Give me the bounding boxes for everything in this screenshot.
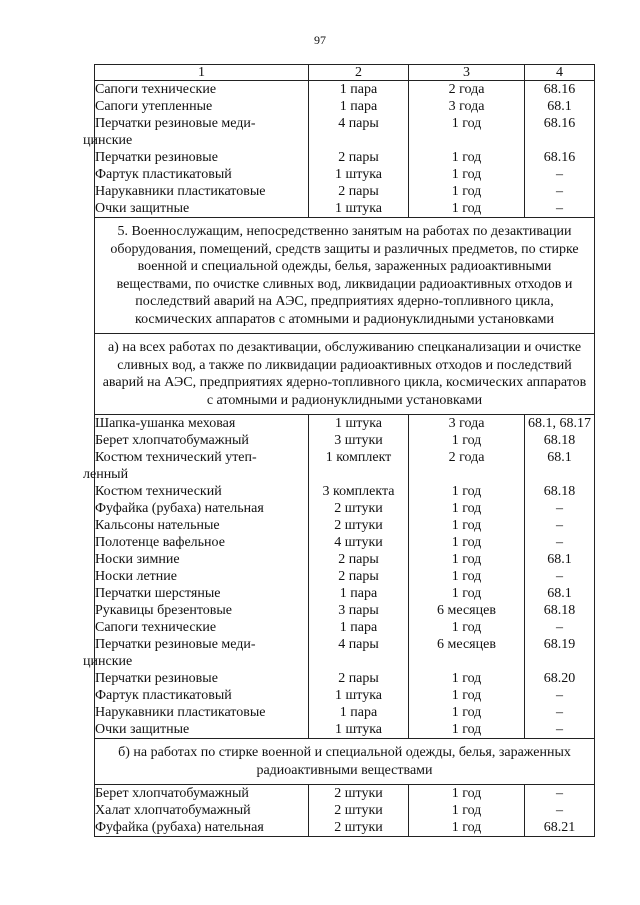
item-quantity: 2 штуки — [309, 819, 409, 837]
item-name: Перчатки резиновые меди- — [95, 116, 256, 131]
item-name-cell — [95, 585, 309, 602]
item-name: Носки зимние — [95, 552, 180, 567]
item-name: Перчатки шерстяные — [95, 586, 221, 601]
item-name-cell — [95, 98, 309, 115]
item-quantity: 2 пары — [309, 149, 409, 166]
item-name-cell — [83, 636, 309, 670]
table-row — [95, 602, 595, 619]
item-quantity: 2 пары — [309, 568, 409, 585]
page-number: 97 — [314, 33, 326, 47]
item-reference: 68.16 — [525, 115, 595, 149]
item-reference: – — [525, 568, 595, 585]
item-name-cell — [95, 517, 309, 534]
item-quantity: 3 пары — [309, 602, 409, 619]
item-quantity: 4 штуки — [309, 534, 409, 551]
item-reference: 68.18 — [525, 602, 595, 619]
item-name: Шапка-ушанка меховая — [95, 416, 236, 431]
item-name-cell — [95, 704, 309, 721]
item-name-cell — [95, 619, 309, 636]
table-row — [95, 721, 595, 739]
item-term: 1 год — [409, 785, 525, 803]
item-name: Очки защитные — [95, 201, 190, 216]
item-term: 3 года — [409, 415, 525, 433]
item-name-cell — [95, 819, 309, 837]
item-reference: – — [525, 166, 595, 183]
item-reference: – — [525, 785, 595, 803]
item-term: 6 месяцев — [409, 636, 525, 670]
item-name-cell — [95, 500, 309, 517]
item-reference: – — [525, 619, 595, 636]
item-quantity: 1 штука — [309, 166, 409, 183]
table-row — [95, 704, 595, 721]
item-name-cell — [95, 149, 309, 166]
item-name-continuation: цинские — [83, 133, 133, 148]
table-row — [95, 166, 595, 183]
item-name: Полотенце вафельное — [95, 535, 225, 550]
item-reference: 68.18 — [525, 432, 595, 449]
table-row — [95, 415, 595, 433]
item-reference: 68.1 — [525, 98, 595, 115]
item-name: Сапоги технические — [95, 620, 217, 635]
item-name: Нарукавники пластикатовые — [95, 705, 266, 720]
item-name-cell — [83, 115, 309, 149]
item-reference: 68.16 — [525, 81, 595, 99]
table-row — [95, 98, 595, 115]
section-5-heading-row — [95, 218, 595, 334]
item-term: 2 года — [409, 81, 525, 99]
item-quantity: 4 пары — [309, 636, 409, 670]
item-name: Носки летние — [95, 569, 177, 584]
item-name-cell — [95, 568, 309, 585]
item-name: Сапоги технические — [95, 82, 217, 97]
item-reference: 68.1, 68.17 — [525, 415, 595, 433]
item-name: Перчатки резиновые — [95, 150, 218, 165]
item-name: Берет хлопчатобумажный — [95, 433, 249, 448]
item-name-cell — [95, 687, 309, 704]
table-row — [95, 183, 595, 200]
item-quantity: 2 штуки — [309, 500, 409, 517]
header-col-3: 3 — [409, 65, 525, 81]
item-term: 3 года — [409, 98, 525, 115]
item-name-cell — [95, 670, 309, 687]
header-col-1: 1 — [95, 65, 309, 81]
table-row — [95, 568, 595, 585]
item-quantity: 2 штуки — [309, 517, 409, 534]
item-reference: 68.18 — [525, 483, 595, 500]
item-term: 1 год — [409, 721, 525, 739]
table-row — [95, 802, 595, 819]
item-term: 1 год — [409, 483, 525, 500]
item-name-cell — [95, 432, 309, 449]
item-name-cell — [95, 802, 309, 819]
item-name-cell — [95, 183, 309, 200]
item-reference: 68.1 — [525, 449, 595, 483]
item-quantity: 1 штука — [309, 415, 409, 433]
item-quantity: 2 пары — [309, 551, 409, 568]
table-row — [95, 483, 595, 500]
table-body — [83, 65, 595, 837]
item-name-continuation: цинские — [83, 654, 133, 669]
item-reference: – — [525, 200, 595, 218]
item-reference: – — [525, 802, 595, 819]
item-reference: 68.1 — [525, 551, 595, 568]
table-row — [95, 517, 595, 534]
item-reference: – — [525, 687, 595, 704]
table-row — [95, 115, 595, 149]
item-name: Костюм технический — [95, 484, 222, 499]
item-name-cell — [95, 166, 309, 183]
item-name-cell — [95, 81, 309, 99]
item-name: Очки защитные — [95, 722, 190, 737]
table-row — [95, 585, 595, 602]
item-quantity: 2 штуки — [309, 785, 409, 803]
table-row — [95, 534, 595, 551]
item-term: 1 год — [409, 551, 525, 568]
item-term: 1 год — [409, 568, 525, 585]
table-row — [95, 687, 595, 704]
item-name: Фуфайка (рубаха) нательная — [95, 501, 264, 516]
table-row — [95, 636, 595, 670]
item-name: Фуфайка (рубаха) нательная — [95, 820, 264, 835]
table-row — [95, 81, 595, 99]
item-reference: 68.20 — [525, 670, 595, 687]
item-name-cell — [95, 200, 309, 218]
item-term: 1 год — [409, 183, 525, 200]
item-reference: 68.21 — [525, 819, 595, 837]
item-term: 1 год — [409, 432, 525, 449]
item-term: 1 год — [409, 200, 525, 218]
item-quantity: 1 штука — [309, 200, 409, 218]
item-term: 1 год — [409, 149, 525, 166]
item-quantity: 1 штука — [309, 687, 409, 704]
item-quantity: 1 пара — [309, 81, 409, 99]
item-reference: 68.16 — [525, 149, 595, 166]
subsection-a-heading: а) на всех работах по дезактивации, обслуживанию спецканализации и очистке сливных вод, а также по ликвидации радиоактивных отходов и последствий аварий на АЭС, предприятиях ядерно-топливного цикла, космических аппаратов с атомными и радионуклидными установками — [95, 334, 595, 415]
table-row — [95, 785, 595, 803]
item-term: 1 год — [409, 704, 525, 721]
item-quantity: 3 комплекта — [309, 483, 409, 500]
item-reference: – — [525, 704, 595, 721]
item-name-cell — [95, 483, 309, 500]
item-quantity: 2 пары — [309, 183, 409, 200]
item-term: 1 год — [409, 115, 525, 149]
item-term: 1 год — [409, 500, 525, 517]
item-quantity: 2 пары — [309, 670, 409, 687]
item-name: Сапоги утепленные — [95, 99, 213, 114]
section-5-heading: 5. Военнослужащим, непосредственно занятым на работах по дезактивации оборудования, помещений, средств защиты и различных предметов, по стирке военной и специальной одежды, белья, зараженных радиоактивными веществами, по очистке сливных вод, ликвидации радиоактивных отходов и последствий аварий на АЭС, предприятиях ядерно-топливного цикла, космических аппаратов с атомными и радионуклидными установками — [95, 218, 595, 334]
item-term: 1 год — [409, 670, 525, 687]
table-row — [95, 619, 595, 636]
table-row — [95, 670, 595, 687]
item-term: 2 года — [409, 449, 525, 483]
item-name: Фартук пластикатовый — [95, 167, 232, 182]
item-term: 1 год — [409, 819, 525, 837]
item-name: Фартук пластикатовый — [95, 688, 232, 703]
item-name: Перчатки резиновые меди- — [95, 637, 256, 652]
header-col-4: 4 — [525, 65, 595, 81]
item-term: 1 год — [409, 517, 525, 534]
item-reference: – — [525, 721, 595, 739]
table-row — [95, 500, 595, 517]
item-reference: 68.19 — [525, 636, 595, 670]
item-term: 1 год — [409, 687, 525, 704]
item-name-cell — [95, 415, 309, 433]
table-row — [95, 449, 595, 483]
item-name: Нарукавники пластикатовые — [95, 184, 266, 199]
item-quantity: 1 штука — [309, 721, 409, 739]
item-quantity: 1 пара — [309, 619, 409, 636]
item-term: 6 месяцев — [409, 602, 525, 619]
item-name: Халат хлопчатобумажный — [95, 803, 251, 818]
item-term: 1 год — [409, 166, 525, 183]
table-row — [95, 819, 595, 837]
item-name-cell — [83, 449, 309, 483]
item-term: 1 год — [409, 534, 525, 551]
item-name-cell — [95, 602, 309, 619]
header-row — [95, 65, 595, 81]
item-quantity: 1 пара — [309, 98, 409, 115]
item-name-continuation: ленный — [83, 467, 129, 482]
item-quantity: 3 штуки — [309, 432, 409, 449]
item-quantity: 2 штуки — [309, 802, 409, 819]
table-row — [95, 149, 595, 166]
item-term: 1 год — [409, 619, 525, 636]
item-quantity: 1 пара — [309, 585, 409, 602]
table-row — [95, 551, 595, 568]
item-name: Рукавицы брезентовые — [95, 603, 232, 618]
item-quantity: 1 пара — [309, 704, 409, 721]
table-row — [95, 432, 595, 449]
subsection-b-heading: б) на работах по стирке военной и специальной одежды, белья, зараженных радиоактивными веществами — [95, 739, 595, 785]
subsection-a-heading-row — [95, 334, 595, 415]
item-reference: – — [525, 183, 595, 200]
item-quantity: 1 комплект — [309, 449, 409, 483]
item-name-cell — [95, 551, 309, 568]
item-name: Кальсоны нательные — [95, 518, 220, 533]
table-row — [95, 200, 595, 218]
item-name: Берет хлопчатобумажный — [95, 786, 249, 801]
subsection-b-heading-row — [95, 739, 595, 785]
item-name-cell — [95, 534, 309, 551]
clothing-norms-table — [83, 64, 595, 837]
item-term: 1 год — [409, 585, 525, 602]
header-col-2: 2 — [309, 65, 409, 81]
item-name: Перчатки резиновые — [95, 671, 218, 686]
item-term: 1 год — [409, 802, 525, 819]
item-reference: – — [525, 500, 595, 517]
item-quantity: 4 пары — [309, 115, 409, 149]
item-reference: – — [525, 517, 595, 534]
item-name-cell — [95, 721, 309, 739]
item-name-cell — [95, 785, 309, 803]
item-name: Костюм технический утеп- — [95, 450, 257, 465]
item-reference: 68.1 — [525, 585, 595, 602]
item-reference: – — [525, 534, 595, 551]
